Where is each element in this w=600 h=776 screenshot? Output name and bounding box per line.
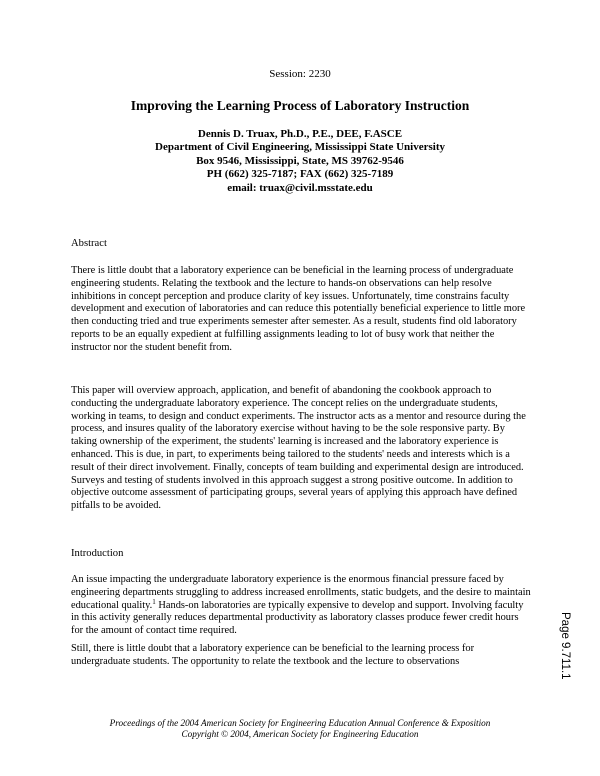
paragraph-text: This paper will overview approach, application, and benefit of abandoning the cookbook approach to conducting the undergraduate laboratory experience. The concept relies on the undergraduate students, working in teams, to design and conduct experiments. The instructor acts as a mentor and resource during the process, and insures quality of the laboratory exercise without having to be the sole responsive party. By taking ownership of the experiment, the students' learning is increased and the laboratory experience is enhanced. This is due, in part, to experiments being tailored to the students' needs and interests which is a result of their direct involvement. Finally, concepts of team building and experimental design are introduced. Surveys and testing of students involved in this approach suggest a strong positive outcome. In addition to objective outcome assessment of participating groups, several years of applying this approach have defined pitfalls to be avoided.: [71, 385, 526, 512]
paragraph-text: There is little doubt that a laboratory experience can be beneficial in the learning process of undergraduate engineering students. Relating the textbook and the lecture to hands-on observations can help resolve inhibitions in concept perception and produce clarity of key issues. Unfortunately, time constrains faculty development and execution of laboratories and can reduce this potentially beneficial experience to little more then conducting tried and true experiments semester after semester. As a result, students find old laboratory reports to be an equally expedient at fulfilling assignments leading to lot of busy work that neither the instructor nor the student benefit from.: [71, 265, 526, 353]
session-label: Session: 2230: [269, 68, 331, 80]
page-number: Page 9.711.1: [559, 612, 571, 680]
introduction-heading: Introduction: [71, 548, 124, 559]
footer-line-2: Copyright © 2004, American Society for Engineering Education: [181, 729, 419, 739]
author-address: Box 9546, Mississippi, State, MS 39762-9546: [196, 154, 404, 167]
author-name: Dennis D. Truax, Ph.D., P.E., DEE, F.ASCE: [197, 128, 403, 140]
paper-title: Improving the Learning Process of Laboratory Instruction: [130, 98, 470, 113]
footer-line-1: Proceedings of the 2004 American Society for Engineering Education Annual Conference & Exposition: [109, 718, 491, 728]
abstract-paragraph-2: [71, 385, 531, 513]
paragraph-text-part: An issue impacting the undergraduate laboratory experience is the enormous financial pressure faced by engineering departments struggling to address increased enrollments, static budgets, and the desire to maintain educational quality.: [71, 574, 531, 611]
author-email: email: truax@civil.msstate.edu: [227, 181, 373, 194]
paragraph-text: Still, there is little doubt that a laboratory experience can be beneficial to the learning process for undergraduate students. The opportunity to relate the textbook and the lecture to observations: [71, 643, 475, 667]
footnote-ref[interactable]: 1: [152, 597, 156, 606]
author-department: Department of Civil Engineering, Mississippi State University: [155, 141, 445, 154]
paragraph-text: [71, 574, 531, 638]
author-phone: PH (662) 325-7187; FAX (662) 325-7189: [206, 168, 394, 181]
introduction-paragraph-1: [71, 574, 531, 638]
introduction-paragraph-2: [71, 643, 531, 669]
author-block: [0, 128, 600, 195]
abstract-paragraph-1: [71, 265, 531, 355]
abstract-heading: Abstract: [71, 238, 107, 249]
paragraph-text-part: Hands-on laboratories are typically expensive to develop and support. Involving faculty in this activity generally reduces departmental productivity as laboratory classes produce fewer credit hours for the amount of contact time required.: [71, 599, 524, 637]
proceedings-footer: [0, 718, 600, 740]
